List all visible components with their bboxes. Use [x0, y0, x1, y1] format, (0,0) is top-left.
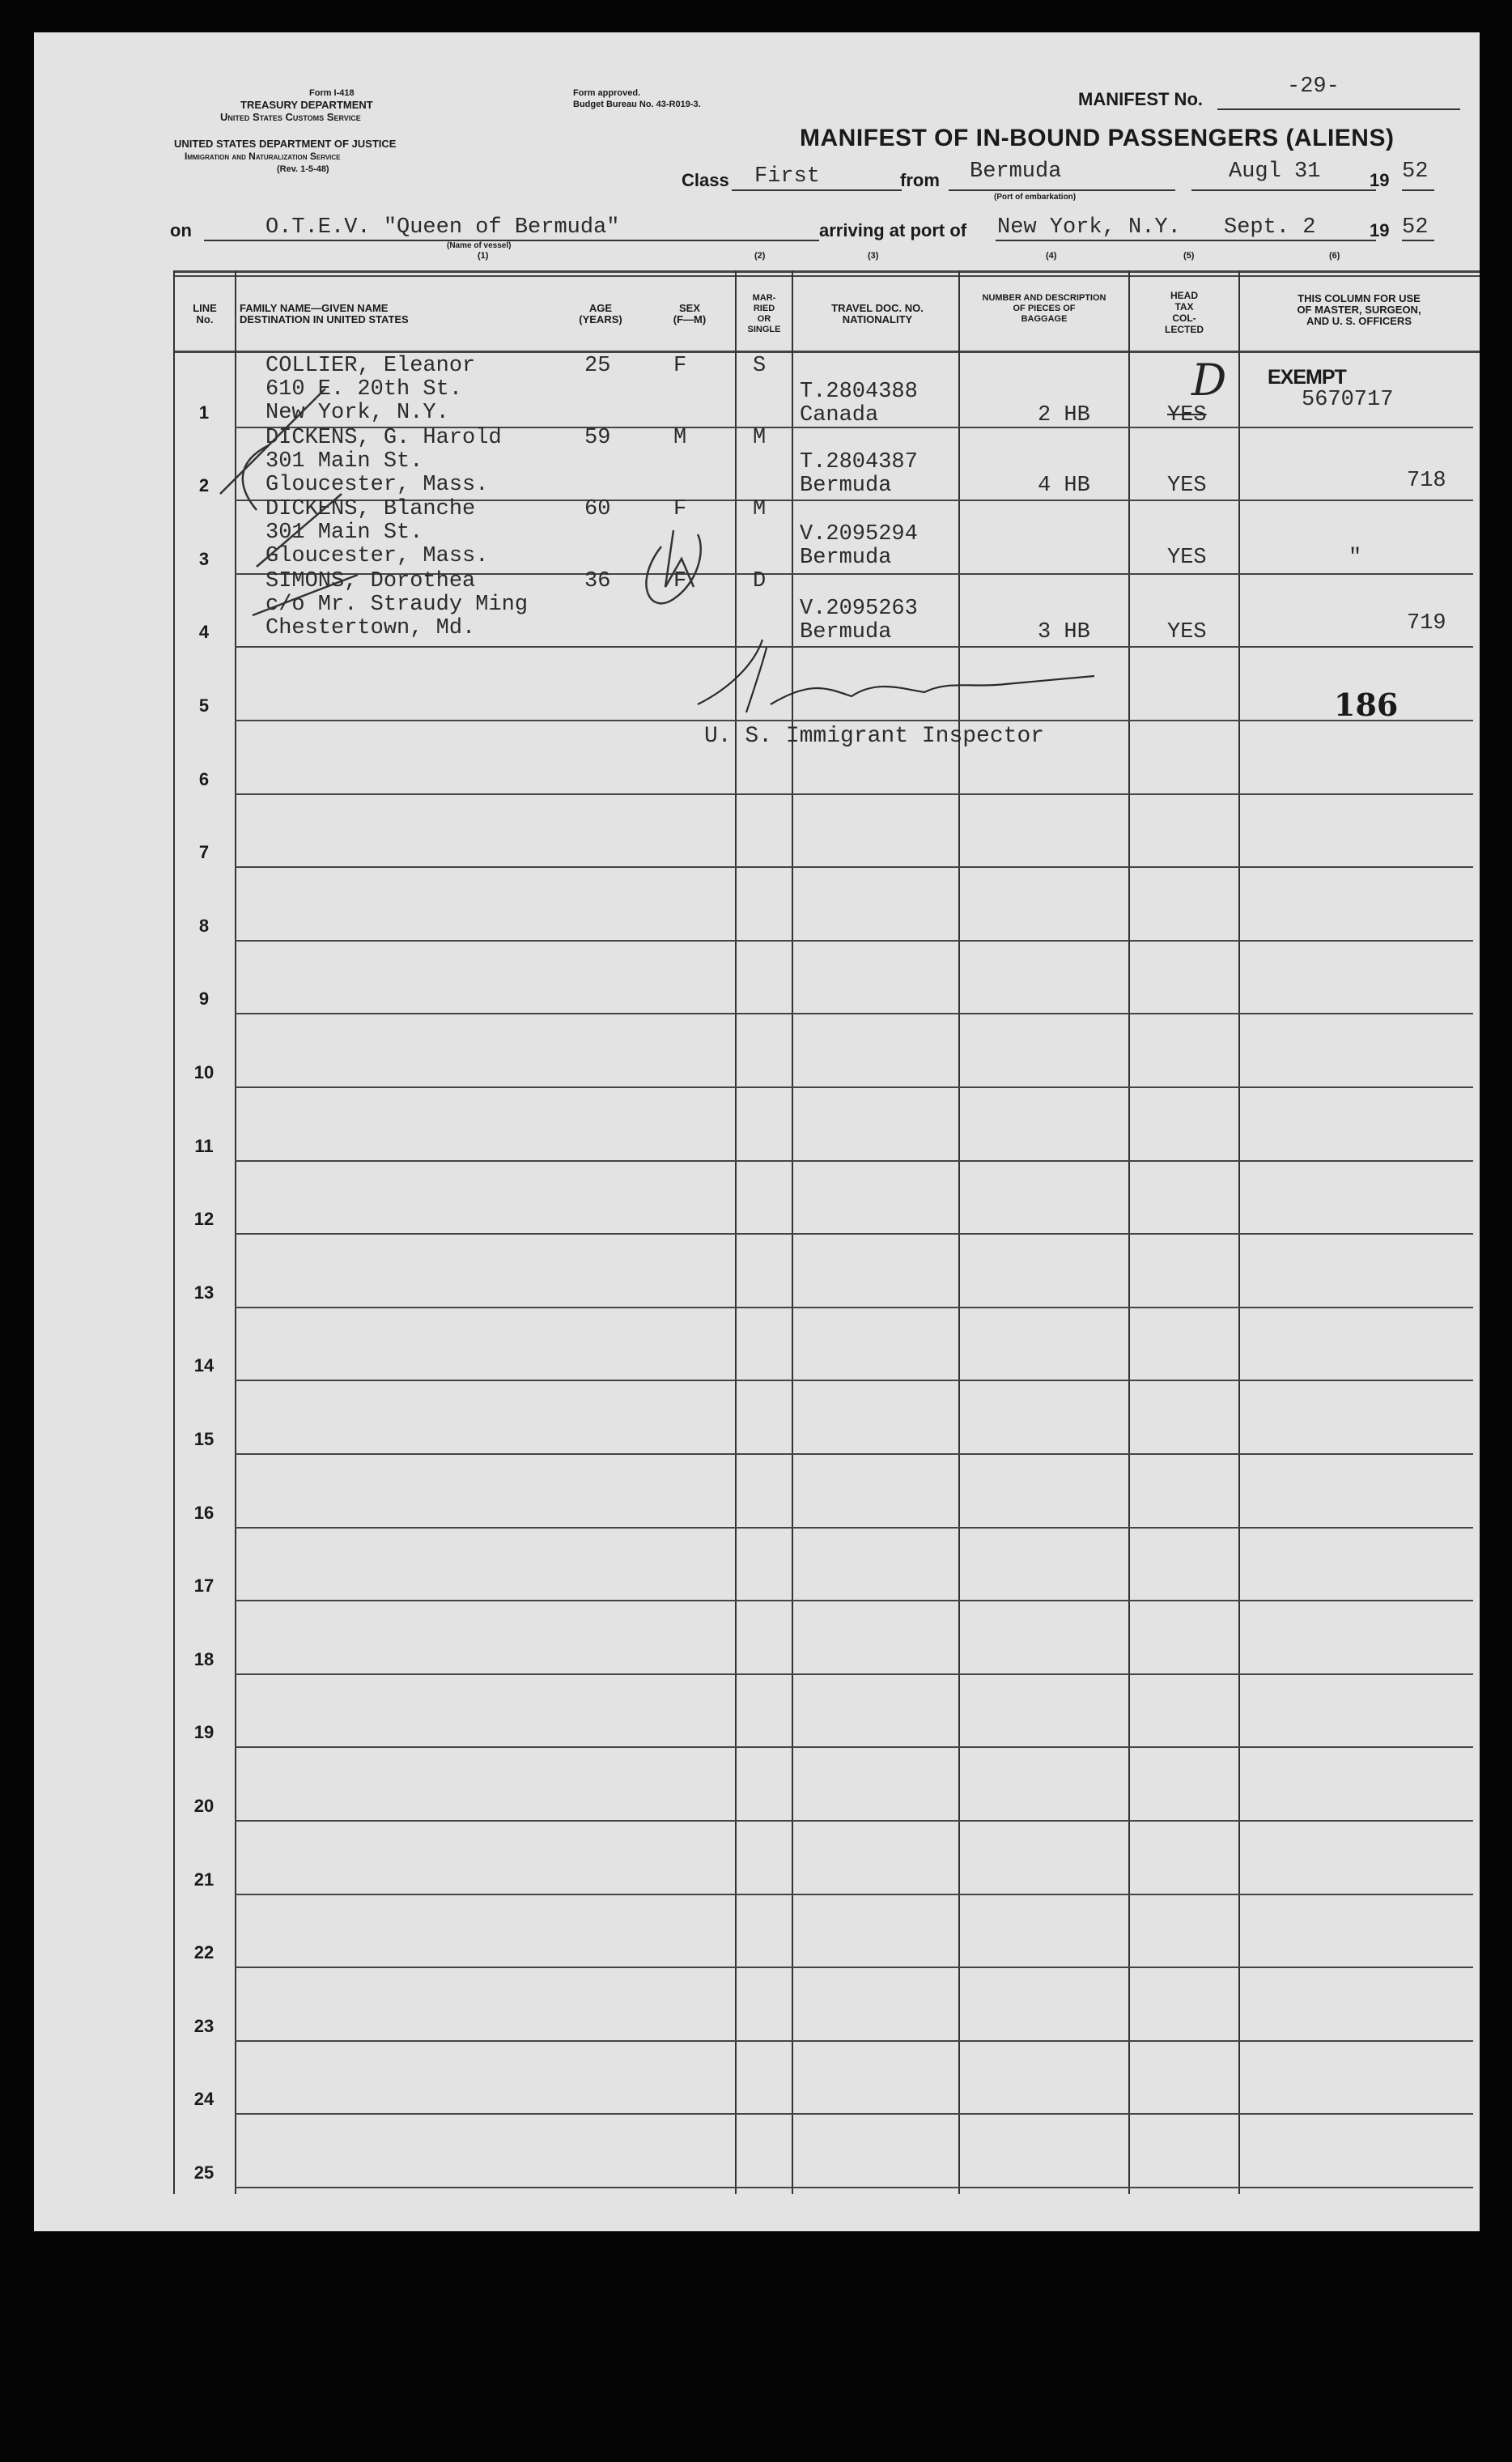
row-separator: [235, 1307, 1473, 1308]
officer-mark: D: [1191, 355, 1227, 406]
row-separator: [235, 1746, 1473, 1748]
year-prefix: 19: [1370, 170, 1390, 190]
manifest-page: [34, 32, 1480, 2231]
col-divider: [1128, 270, 1130, 2194]
line-number: 4: [198, 622, 210, 642]
arrival-date: Sept. 2: [1224, 215, 1316, 240]
class-value: First: [754, 164, 821, 189]
row-separator: [235, 1160, 1473, 1162]
passenger-married: D: [753, 569, 767, 593]
row-separator: [235, 2187, 1473, 2188]
passenger-married: S: [753, 354, 767, 378]
line-number: 25: [193, 2162, 214, 2183]
col-number-3: (3): [868, 251, 879, 261]
manifest-no: -29-: [1287, 74, 1340, 99]
line-number: 22: [193, 1942, 214, 1962]
line-number: 6: [198, 769, 210, 789]
passenger-tax: YES: [1167, 546, 1207, 570]
passenger-tax: YES: [1167, 620, 1207, 644]
line-number: 12: [193, 1209, 214, 1229]
inspector-label: U. S. Immigrant Inspector: [704, 724, 1045, 749]
col-number-4: (4): [1046, 251, 1057, 261]
row-separator: [235, 1380, 1473, 1381]
passenger-doc: V.2095263: [800, 597, 918, 621]
line-number: 19: [193, 1722, 214, 1742]
line-number: 16: [193, 1503, 214, 1523]
hdr-head-tax: HEAD TAX COL- LECTED: [1165, 290, 1204, 335]
passenger-baggage: 2 HB: [1038, 403, 1090, 427]
passenger-nationality: Bermuda: [800, 474, 892, 498]
passenger-sex: F: [673, 354, 687, 378]
table-left-border: [173, 270, 175, 2194]
manifest-no-label: MANIFEST No.: [1078, 89, 1203, 109]
passenger-address: c/o Mr. Straudy Ming: [265, 593, 529, 617]
passenger-city: New York, N.Y.: [265, 401, 449, 425]
line-number: 17: [193, 1575, 214, 1596]
passenger-age: 36: [584, 569, 611, 593]
passenger-name: DICKENS, Blanche: [265, 497, 476, 521]
passenger-name: SIMONS, Dorothea: [265, 569, 476, 593]
passenger-age: 60: [584, 497, 611, 521]
passenger-age: 59: [584, 426, 611, 450]
vessel-caption: (Name of vessel): [447, 241, 512, 250]
line-number: 9: [198, 989, 210, 1009]
form-revision: (Rev. 1-5-48): [277, 164, 329, 174]
passenger-married: M: [753, 497, 767, 521]
passenger-nationality: Canada: [800, 403, 879, 427]
form-approved: Form approved.: [573, 88, 641, 98]
col-divider: [958, 270, 960, 2194]
passenger-name: DICKENS, G. Harold: [265, 426, 502, 450]
row-separator: [235, 1600, 1473, 1601]
line-number: 21: [193, 1869, 214, 1890]
passenger-nationality: Bermuda: [800, 546, 892, 570]
row-separator: [235, 1820, 1473, 1822]
arrival-year: 52: [1402, 215, 1429, 240]
vessel-name: O.T.E.V. "Queen of Bermuda": [265, 215, 620, 240]
row-separator: [235, 1527, 1473, 1529]
passenger-tax: YES: [1167, 403, 1207, 427]
line-number: 11: [194, 1136, 214, 1156]
underline: [1191, 189, 1376, 191]
class-label: Class: [682, 170, 729, 190]
underline: [1217, 108, 1460, 110]
underline: [996, 240, 1376, 241]
row-separator: [235, 940, 1473, 942]
line-number: 2: [198, 475, 210, 495]
on-label: on: [170, 220, 192, 240]
from-value: Bermuda: [970, 159, 1062, 184]
passenger-nationality: Bermuda: [800, 620, 892, 644]
row-separator: [235, 1894, 1473, 1895]
inspector-signature: [665, 631, 1119, 737]
passenger-sex: F: [673, 497, 687, 521]
passenger-age: 25: [584, 354, 611, 378]
ins-service: Immigration and Naturalization Service: [185, 151, 341, 162]
passenger-tax: YES: [1167, 474, 1207, 498]
col-divider: [1238, 270, 1240, 2194]
row-separator: [235, 1967, 1473, 1968]
row-separator: [235, 1013, 1473, 1014]
row-separator: [235, 866, 1473, 868]
officer-number: 719: [1407, 611, 1446, 636]
customs-service: United States Customs Service: [220, 111, 361, 123]
year-prefix: 19: [1370, 220, 1390, 240]
col-number-6: (6): [1329, 251, 1340, 261]
passenger-address: 301 Main St.: [265, 449, 423, 474]
officer-ditto: ": [1348, 546, 1362, 570]
hdr-officers: THIS COLUMN FOR USE OF MASTER, SURGEON, AND U. S. OFFICERS: [1297, 292, 1421, 327]
from-label: from: [900, 170, 940, 190]
table-top-border: [173, 275, 1480, 277]
page-title: MANIFEST OF IN-BOUND PASSENGERS (ALIENS): [800, 125, 1395, 151]
col-number-5: (5): [1183, 251, 1195, 261]
budget-bureau: Budget Bureau No. 43-R019-3.: [573, 100, 701, 109]
line-number: 3: [198, 549, 210, 569]
hdr-name: FAMILY NAME—GIVEN NAME DESTINATION IN UNITED STATES: [240, 302, 409, 325]
officer-number: 718: [1407, 469, 1446, 493]
passenger-sex: F: [673, 569, 687, 593]
underline: [732, 189, 902, 191]
table-header-border: [173, 351, 1480, 353]
line-number: 15: [193, 1429, 214, 1449]
table-top-border: [173, 270, 1480, 273]
line-number: 24: [193, 2089, 214, 2109]
row-separator: [235, 1233, 1473, 1235]
passenger-baggage: 3 HB: [1038, 620, 1090, 644]
passenger-city: Gloucester, Mass.: [265, 473, 489, 497]
arriving-label: arriving at port of: [819, 220, 967, 240]
exempt-stamp: EXEMPT: [1268, 366, 1346, 389]
line-number: 8: [198, 916, 210, 936]
line-number: 1: [198, 402, 210, 423]
row-separator: [235, 2113, 1473, 2115]
passenger-city: Chestertown, Md.: [265, 616, 476, 640]
departure-date: Augl 31: [1229, 159, 1321, 184]
row-separator: [235, 793, 1473, 795]
hdr-married: MAR- RIED OR SINGLE: [747, 293, 781, 334]
total-count: 186: [1334, 687, 1399, 723]
arrival-port: New York, N.Y.: [997, 215, 1181, 240]
passenger-city: Gloucester, Mass.: [265, 544, 489, 568]
hdr-sex: SEX (F—M): [673, 302, 707, 325]
line-number: 14: [193, 1355, 214, 1376]
underline: [204, 240, 819, 241]
row-separator: [235, 1453, 1473, 1455]
departure-year: 52: [1402, 159, 1429, 184]
row-separator: [235, 1673, 1473, 1675]
form-number: Form I-418: [309, 88, 355, 98]
line-number: 7: [198, 842, 210, 862]
hdr-baggage: NUMBER AND DESCRIPTION OF PIECES OF BAGGAGE: [982, 293, 1106, 324]
line-number: 10: [193, 1062, 214, 1082]
line-number: 13: [193, 1282, 214, 1303]
col-number-1: (1): [478, 251, 489, 261]
passenger-doc: T.2804388: [800, 380, 918, 404]
hdr-line-no: LINE No.: [193, 302, 217, 325]
row-separator: [235, 1086, 1473, 1088]
justice-dept: UNITED STATES DEPARTMENT OF JUSTICE: [174, 138, 397, 150]
passenger-doc: T.2804387: [800, 450, 918, 474]
passenger-baggage: 4 HB: [1038, 474, 1090, 498]
underline: [1402, 240, 1434, 241]
row-separator: [235, 2040, 1473, 2042]
hdr-travel-doc: TRAVEL DOC. NO. NATIONALITY: [831, 302, 924, 325]
hdr-age: AGE (YEARS): [579, 302, 622, 325]
underline: [1402, 189, 1434, 191]
treasury-dept: TREASURY DEPARTMENT: [240, 99, 373, 111]
line-number: 23: [193, 2016, 214, 2036]
port-embark-caption: (Port of embarkation): [994, 193, 1077, 202]
officer-number: 5670717: [1302, 388, 1394, 412]
col-number-2: (2): [754, 251, 766, 261]
passenger-name: COLLIER, Eleanor: [265, 354, 476, 378]
passenger-sex: M: [673, 426, 687, 450]
line-number: 5: [198, 695, 210, 716]
passenger-married: M: [753, 426, 767, 450]
passenger-address: 610 E. 20th St.: [265, 377, 463, 402]
passenger-doc: V.2095294: [800, 522, 918, 546]
line-number: 20: [193, 1796, 214, 1816]
passenger-address: 301 Main St.: [265, 521, 423, 545]
underline: [949, 189, 1175, 191]
line-number: 18: [193, 1649, 214, 1669]
